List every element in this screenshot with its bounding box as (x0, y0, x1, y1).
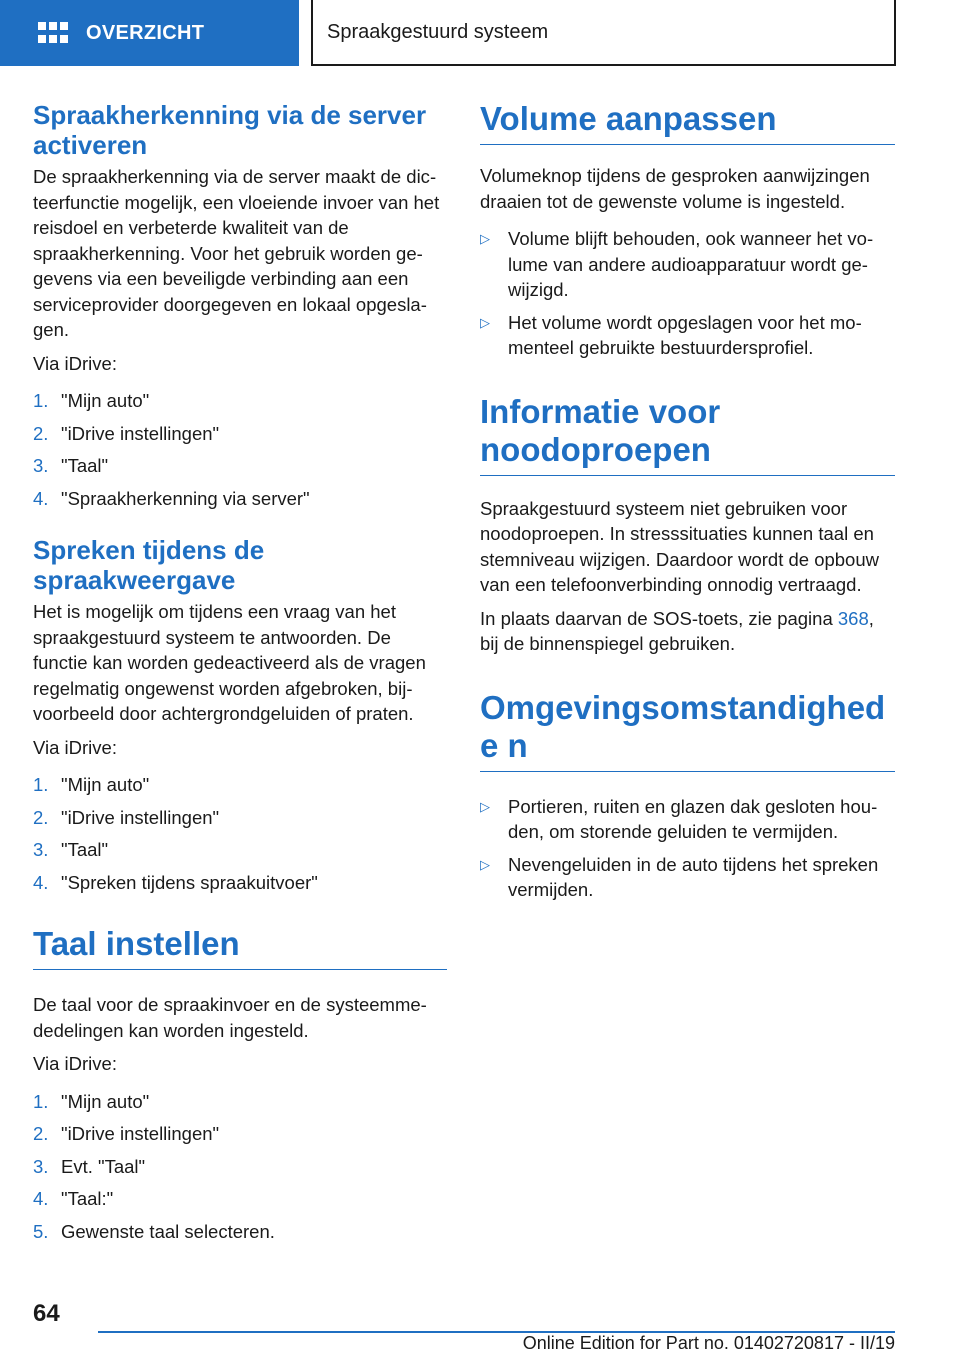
step-text: Evt. "Taal" (61, 1155, 146, 1177)
step-text: "Mijn auto" (61, 1090, 150, 1112)
footer-edition: Online Edition for Part no. 01402720817 - II/19 (522, 1333, 895, 1353)
sos-text-after: , bij de binnenspiegel gebruiken. (480, 607, 874, 654)
step-item (33, 805, 447, 831)
section-body: De spraakherkenning via de server maakt de dicteerfunctie mogelijk, een vloeiende invoer van het reisdoel en verbeterde kwaliteit van de spraakherkenning. Voor het gebruik worden gegevens via een beveiligde verbinding aan een serviceprovider doorgegeven en lokaal opgeslagen. (33, 166, 440, 340)
bullet-text: Volume blijft behouden, ook wanneer het volume van andere audioapparatuur wordt gewijzigd. (508, 228, 874, 300)
step-item (33, 1089, 447, 1115)
step-item (33, 1219, 447, 1245)
step-list (33, 1089, 447, 1245)
sos-text-before: In plaats daarvan de SOS-toets, zie pagina (480, 607, 838, 629)
bullet-text: Nevengeluiden in de auto tijdens het spreken vermijden. (508, 853, 879, 900)
triangle-bullet-icon: ▷ (480, 314, 490, 330)
step-number: 3. (33, 455, 49, 476)
section-server-recognition (33, 100, 447, 511)
bullet-item (480, 794, 895, 845)
step-text: "iDrive instellingen" (61, 1123, 220, 1144)
bullet-text: Portieren, ruiten en glazen dak gesloten houden, om storende geluiden te vermijden. (508, 795, 878, 842)
bullet-item (480, 226, 895, 303)
section-volume (480, 100, 895, 361)
bullet-text: Het volume wordt opgeslagen voor het momenteel gebruikte bestuurdersprofiel. (508, 311, 862, 358)
triangle-bullet-icon: ▷ (480, 231, 490, 246)
step-item (33, 486, 447, 512)
step-list (33, 772, 447, 895)
via-idrive-label: Via iDrive: (33, 1053, 117, 1074)
left-column (33, 100, 447, 1251)
section-title: Spreken tijdens de spraakweergave (33, 535, 265, 595)
step-item (33, 1154, 447, 1180)
step-number: 1. (33, 1090, 49, 1112)
step-number: 2. (33, 1123, 49, 1144)
section-title: Omgevingsomstandighede n (480, 689, 895, 772)
section-emergency-info (480, 393, 895, 657)
bullet-item (480, 852, 895, 903)
sos-reference-paragraph (480, 606, 895, 657)
step-number: 4. (33, 871, 49, 893)
step-number: 3. (33, 1155, 49, 1177)
step-text: "Taal" (61, 839, 109, 860)
bullet-list (480, 794, 895, 903)
step-text: "Taal" (61, 455, 109, 476)
step-number: 2. (33, 422, 49, 444)
step-list (33, 388, 447, 511)
step-text: "Mijn auto" (61, 774, 150, 795)
section-body: Spraakgestuurd systeem niet gebruiken voor noodoproepen. In stresssituaties kunnen taal en stemniveau wijzigen. Daardoor wordt de opbouw van een telefoonverbinding onnodig vertraagd. (480, 497, 879, 595)
step-number: 1. (33, 390, 49, 411)
via-idrive-label: Via iDrive: (33, 352, 117, 374)
bullet-item (480, 310, 895, 361)
section-body: Volumeknop tijdens de gesproken aanwijzingen draaien tot de gewenste volume is ingesteld. (480, 165, 870, 212)
section-title: Spraakherkenning via de server activeren (33, 100, 427, 160)
section-title: Volume aanpassen (480, 100, 895, 145)
section-title: Taal instellen (33, 925, 447, 970)
step-item (33, 453, 447, 479)
step-text: "Mijn auto" (61, 390, 150, 411)
section-speak-during-playback (33, 535, 447, 895)
page-reference-link[interactable]: 368 (837, 607, 869, 629)
step-item (33, 1186, 447, 1212)
step-text: "iDrive instellingen" (61, 806, 220, 828)
step-text: "Spreken tijdens spraakuitvoer" (61, 871, 318, 893)
step-text: "Spraakherkenning via server" (61, 487, 310, 509)
step-item (33, 421, 447, 447)
page-header (0, 0, 960, 66)
page-number: 64 (33, 1300, 60, 1327)
grid-menu-icon (38, 22, 68, 44)
triangle-bullet-icon: ▷ (480, 856, 490, 872)
via-idrive-label: Via iDrive: (33, 736, 117, 758)
right-column (480, 100, 895, 910)
overview-nav-button[interactable] (0, 0, 299, 66)
step-number: 4. (33, 1188, 49, 1209)
bullet-list (480, 226, 895, 361)
chapter-header (311, 0, 896, 66)
section-title: Informatie voor noodoproepen (480, 393, 895, 476)
chapter-title: Spraakgestuurd systeem (327, 20, 549, 43)
step-number: 2. (33, 806, 49, 828)
step-item (33, 772, 447, 798)
section-body: De taal voor de spraakinvoer en de systeemmededelingen kan worden ingesteld. (33, 994, 427, 1041)
step-number: 5. (33, 1220, 49, 1242)
section-environment (480, 689, 895, 903)
step-text: "Taal:" (61, 1188, 114, 1209)
section-body: Het is mogelijk om tijdens een vraag van het spraakgestuurd systeem te antwoorden. De functie kan worden gedeactiveerd als de vragen regelmatig ongewenst worden afgebroken, bijvoorbeeld door achtergrondgeluiden of praten. (33, 601, 426, 724)
triangle-bullet-icon: ▷ (480, 798, 490, 814)
section-set-language (33, 925, 447, 1244)
step-text: "iDrive instellingen" (61, 422, 220, 444)
step-number: 1. (33, 774, 49, 795)
step-number: 4. (33, 487, 49, 509)
step-number: 3. (33, 839, 49, 860)
step-item (33, 1121, 447, 1147)
step-item (33, 388, 447, 414)
step-text: Gewenste taal selecteren. (61, 1220, 275, 1242)
overview-nav-label: OVERZICHT (86, 21, 205, 44)
step-item (33, 837, 447, 863)
step-item (33, 870, 447, 896)
